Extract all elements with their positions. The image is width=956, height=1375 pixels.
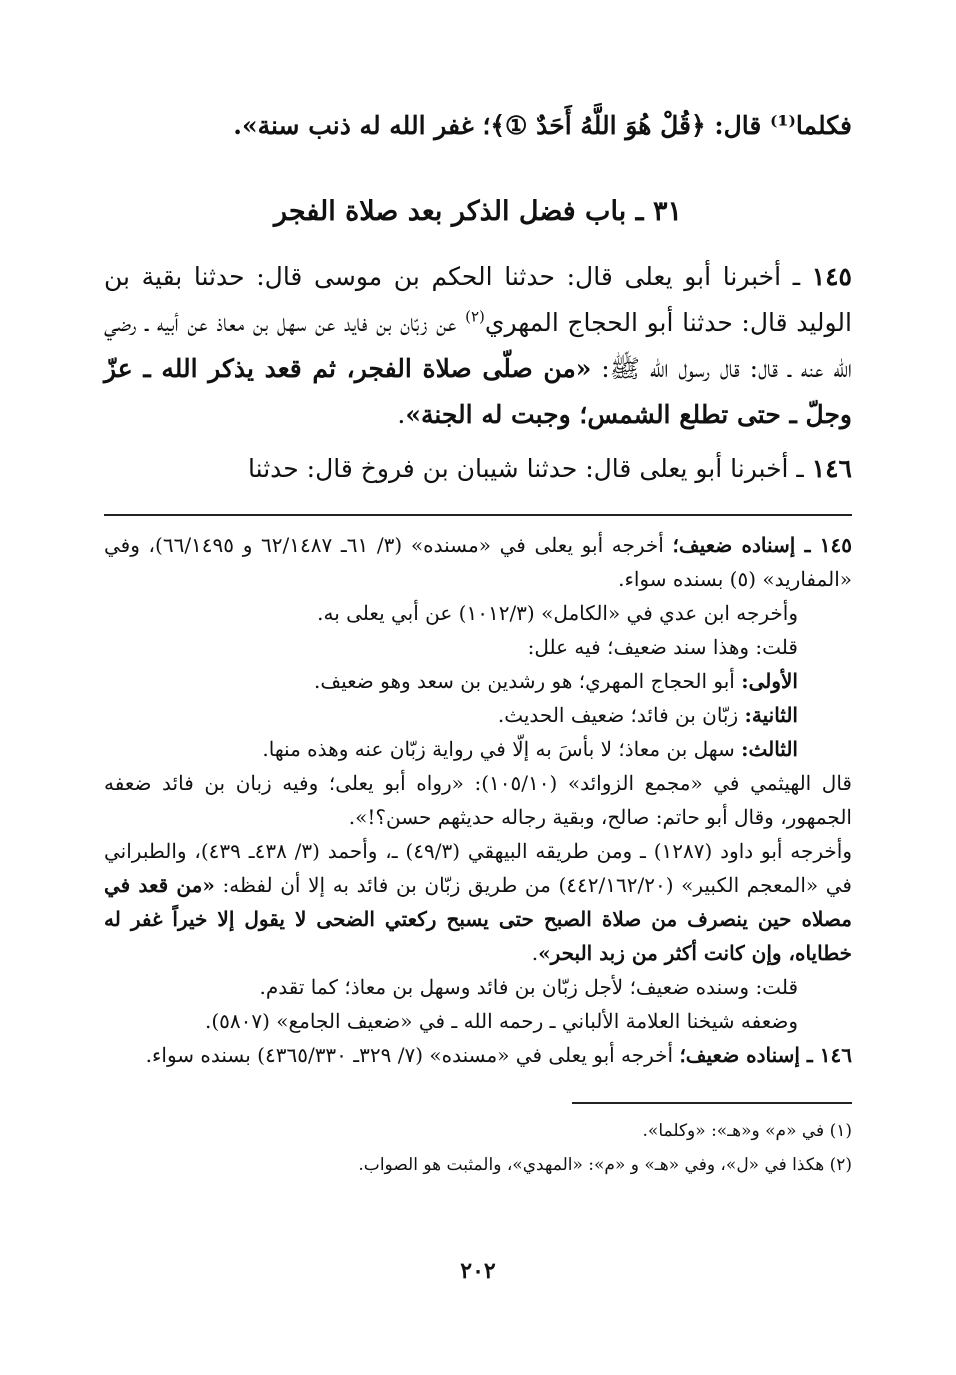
page-number: ٢٠٢ — [460, 1258, 496, 1284]
second-text: زبّان بن فائد؛ ضعيف الحديث. — [497, 703, 745, 727]
abu-dawud-end: . — [531, 941, 539, 965]
footnotes-divider — [572, 1102, 852, 1104]
notes-divider — [104, 514, 852, 516]
note-146-source — [104, 1038, 852, 1072]
note-145-text: أخرجه أبو يعلى في «مسنده» (٣/ ٦١ـ ٦٢/١٤٨٧ و ٦٦/١٤٩٥)، وفي «المفاريد» (٥) بسنده سواء. — [104, 533, 852, 591]
first-label: الأولى: — [741, 669, 798, 693]
note-third-defect — [104, 732, 852, 766]
hadith-145-quote: «من صلّى صلاة الفجر، ثم قعد يذكر الله ـ عزّ وجلّ ـ حتى تطلع الشمس؛ وجبت له الجنة» — [104, 354, 852, 429]
hadith-145-text-cont: عن زبّان بن فايد عن سهل بن معاذ عن أبيه ـ رضي الله عنه ـ قال: قال رسول الله ﷺ: — [104, 308, 852, 383]
abu-dawud-text: وأخرجه أبو داود (١٢٨٧) ـ ومن طريقه البيهقي (٤٩/٣) ـ، وأحمد (٣/ ٤٣٨ـ ٤٣٩)، والطبراني في «المعجم الكبير» (٤٤٢/١٦٢/٢٠) من طريق زبّان بن فائد به إلا أن لفظه: — [104, 839, 852, 897]
commentary-notes — [104, 528, 852, 1072]
note-qultu: قلت: وهذا سند ضعيف؛ فيه علل: — [527, 635, 798, 659]
footnotes — [104, 1114, 852, 1182]
note-145-grade: ـ إسناده ضعيف؛ — [672, 533, 820, 557]
hadith-146-text: ـ أخبرنا أبو يعلى قال: حدثنا شيبان بن فروخ قال: حدثنا — [248, 454, 812, 483]
second-label: الثانية: — [744, 703, 798, 727]
note-145-source — [104, 528, 852, 596]
top-line: فكلما⁽¹⁾ قال: ﴿قُلْ هُوَ اللَّهُ أَحَدٌ ①﴾؛ غفر الله له ذنب سنة». — [233, 111, 852, 140]
note-ibn-adi: وأخرجه ابن عدي في «الكامل» (١٠١٢/٣) عن أبي يعلى به. — [317, 601, 798, 625]
first-text: أبو الحجاج المهري؛ هو رشدين بن سعد وهو ضعيف. — [314, 669, 742, 693]
note-abu-dawud — [104, 834, 852, 970]
third-text: سهل بن معاذ؛ لا بأسَ به إلّا في رواية زبّان عنه وهذه منها. — [262, 737, 742, 761]
abu-dawud-quote: «من قعد في مصلاه حين ينصرف من صلاة الصبح حتى يسبح ركعتي الضحى لا يقول إلا خيراً غفر له خطاياه، وإن كانت أكثر من زبد البحر» — [104, 873, 852, 965]
chapter-title: ٣١ ـ باب فضل الذكر بعد صلاة الفجر — [274, 196, 682, 227]
note-first-defect — [104, 664, 852, 698]
note-sanad-weak: قلت: وسنده ضعيف؛ لأجل زبّان بن فائد وسهل بن معاذ؛ كما تقدم. — [259, 975, 798, 999]
hadith-145 — [104, 254, 852, 438]
note-145-number: ١٤٥ — [819, 533, 852, 557]
hadith-145-text: ـ أخبرنا أبو يعلى قال: حدثنا الحكم بن موسى قال: حدثنا بقية بن الوليد قال: حدثنا أبو الحجاج المهري — [104, 262, 852, 337]
note-albani: وضعفه شيخنا العلامة الألباني ـ رحمه الله ـ في «ضعيف الجامع» (٥٨٠٧). — [204, 1009, 798, 1033]
footnote-2: (٢) هكذا في «ل»، وفي «هـ» و «م»: «المهدي»، والمثبت هو الصواب. — [358, 1155, 852, 1175]
note-146-text: أخرجه أبو يعلى في «مسنده» (٧/ ٣٢٩ـ ٤٣٦٥/٣٣٠) بسنده سواء. — [145, 1043, 680, 1067]
footnote-ref-2[interactable]: (٢) — [465, 307, 485, 326]
note-146-grade: ـ إسناده ضعيف؛ — [679, 1043, 820, 1067]
hadith-145-number: ١٤٥ — [811, 262, 852, 291]
footnote-1: (١) في «م» و«هـ»: «وكلما». — [642, 1121, 852, 1141]
hadith-146-number: ١٤٦ — [811, 454, 852, 483]
third-label: الثالث: — [741, 737, 798, 761]
note-second-defect — [104, 698, 852, 732]
hadith-145-end: . — [397, 400, 406, 429]
note-haythami: قال الهيثمي في «مجمع الزوائد» (١٠٥/١٠): «رواه أبو يعلى؛ وفيه زبان بن فائد ضعفه الجمهور، وقال أبو حاتم: صالح، وبقية رجاله حديثهم حسن؟!». — [104, 771, 852, 829]
hadith-146 — [104, 446, 852, 492]
note-146-number: ١٤٦ — [819, 1043, 852, 1067]
